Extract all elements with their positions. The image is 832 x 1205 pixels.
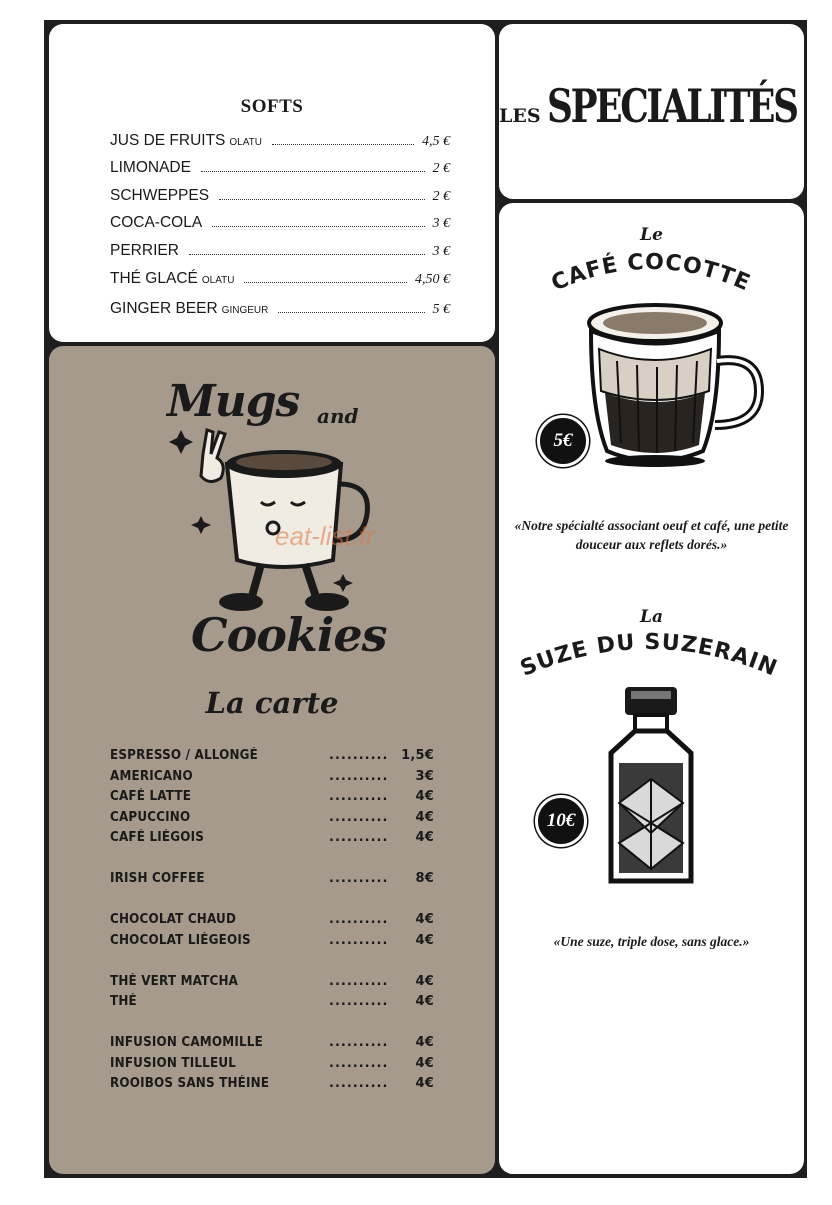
carte-item-price: 1,5€ bbox=[401, 748, 434, 763]
specialites-panel bbox=[499, 203, 804, 1174]
carte-item-price: 8€ bbox=[415, 871, 434, 886]
carte-item bbox=[110, 994, 434, 1012]
leader-dots: .......... bbox=[329, 830, 389, 845]
carte-item-price: 4€ bbox=[415, 1076, 434, 1091]
svg-text:CAFÉ COCOTTE bbox=[548, 250, 754, 297]
carte-item bbox=[110, 789, 434, 807]
soft-item-name: SCHWEPPES bbox=[110, 187, 210, 204]
softs-panel bbox=[49, 24, 495, 342]
carte-item bbox=[110, 974, 434, 992]
soft-item-price: 3 € bbox=[432, 244, 450, 259]
cafe-cocotte-mug-icon bbox=[587, 301, 767, 473]
specialite-price-badge: 5€ bbox=[537, 415, 589, 467]
carte-item-name: CAPUCCINO bbox=[110, 810, 191, 825]
soft-item-detail: OLATU bbox=[201, 275, 235, 286]
carte-item-price: 4€ bbox=[415, 810, 434, 825]
carte-item-price: 4€ bbox=[415, 974, 434, 989]
svg-text:SUZE DU SUZERAIN bbox=[517, 630, 781, 682]
leader-dots: .......... bbox=[329, 1035, 389, 1050]
mug-mascot-icon bbox=[167, 424, 397, 612]
specialite-article: Le bbox=[640, 225, 663, 245]
specialite-name-arc bbox=[499, 203, 804, 313]
softs-title: SOFTS bbox=[240, 96, 304, 117]
suze-carafe-icon bbox=[601, 683, 701, 889]
leader-dots: .......... bbox=[329, 789, 389, 804]
soft-item bbox=[110, 270, 450, 290]
soft-item-name: LIMONADE bbox=[110, 159, 191, 176]
carte-item-price: 4€ bbox=[415, 1056, 434, 1071]
carte-item bbox=[110, 1076, 434, 1094]
leader-dots bbox=[212, 226, 424, 227]
carte-item-price: 4€ bbox=[415, 830, 434, 845]
carte-item-name: ROOIBOS SANS THÉINE bbox=[110, 1076, 270, 1091]
mugs-and-cookies-panel bbox=[49, 346, 495, 1174]
leader-dots bbox=[278, 312, 424, 313]
soft-item bbox=[110, 159, 450, 179]
carte-item-name: CHOCOLAT LIÉGEOIS bbox=[110, 933, 251, 948]
specialite-quote: «Une suze, triple dose, sans glace.» bbox=[553, 934, 750, 949]
soft-item-name: GINGER BEER bbox=[110, 300, 218, 317]
soft-item-price: 2 € bbox=[432, 189, 450, 204]
specialite-price-badge: 10€ bbox=[535, 795, 587, 847]
carte-item-price: 4€ bbox=[415, 933, 434, 948]
carte-item-name: INFUSION TILLEUL bbox=[110, 1056, 237, 1071]
soft-item-price: 4,5 € bbox=[422, 134, 450, 149]
specialites-title bbox=[499, 79, 804, 133]
specialites-les: LES bbox=[499, 105, 541, 127]
carte-item-price: 4€ bbox=[415, 912, 434, 927]
logo-mugs: Mugs bbox=[167, 376, 300, 427]
leader-dots: .......... bbox=[329, 933, 389, 948]
specialites-main-title: SPECIALITÉS bbox=[546, 79, 797, 133]
leader-dots bbox=[201, 171, 425, 172]
leader-dots bbox=[244, 282, 407, 283]
carte-item bbox=[110, 830, 434, 848]
soft-item-price: 4,50 € bbox=[415, 272, 450, 287]
soft-item bbox=[110, 214, 450, 234]
leader-dots: .......... bbox=[329, 1076, 389, 1091]
leader-dots: .......... bbox=[329, 974, 389, 989]
carte-item bbox=[110, 912, 434, 930]
soft-item-name: THÉ GLACÉ bbox=[110, 270, 198, 287]
soft-item-price: 2 € bbox=[432, 161, 450, 176]
leader-dots: .......... bbox=[329, 769, 389, 784]
carte-item bbox=[110, 1035, 434, 1053]
specialite-quote: «Notre spécialté associant oeuf et café, une petite douceur aux reflets dorés.» bbox=[514, 518, 789, 552]
soft-item bbox=[110, 242, 450, 262]
la-carte-title: La carte bbox=[205, 686, 339, 720]
soft-item-detail: OLATU bbox=[229, 137, 263, 148]
specialite-article: La bbox=[640, 607, 663, 627]
specialite-name: CAFÉ COCOTTE bbox=[547, 249, 755, 297]
carte-item bbox=[110, 748, 434, 766]
specialite-name-arc bbox=[499, 583, 804, 693]
soft-item bbox=[110, 300, 450, 320]
carte-item bbox=[110, 810, 434, 828]
carte-item-name: ESPRESSO / ALLONGÉ bbox=[110, 748, 259, 763]
carte-item-name: INFUSION CAMOMILLE bbox=[110, 1035, 263, 1050]
leader-dots: .......... bbox=[329, 748, 389, 763]
soft-item-detail: GINGEUR bbox=[221, 305, 269, 316]
soft-item-name: JUS DE FRUITS bbox=[110, 132, 226, 149]
carte-item-name: THÉ VERT MATCHA bbox=[110, 974, 239, 989]
watermark: eat-list.fr bbox=[275, 521, 375, 551]
leader-dots: .......... bbox=[329, 994, 389, 1009]
leader-dots: .......... bbox=[329, 1056, 389, 1071]
carte-item bbox=[110, 1056, 434, 1074]
specialite-name: SUZE DU SUZERAIN bbox=[516, 629, 782, 682]
carte-item-price: 4€ bbox=[415, 1035, 434, 1050]
carte-item-name: AMERICANO bbox=[110, 769, 193, 784]
carte-item-name: CAFÉ LATTE bbox=[110, 789, 192, 804]
logo-cookies: Cookies bbox=[191, 608, 387, 662]
carte-item-price: 3€ bbox=[415, 769, 434, 784]
carte-item bbox=[110, 769, 434, 787]
leader-dots: .......... bbox=[329, 871, 389, 886]
carte-item bbox=[110, 933, 434, 951]
leader-dots bbox=[272, 144, 414, 145]
soft-item bbox=[110, 132, 450, 152]
specialites-header-panel bbox=[499, 24, 804, 199]
carte-item-name: THÉ bbox=[110, 994, 137, 1009]
carte-item-price: 4€ bbox=[415, 789, 434, 804]
leader-dots: .......... bbox=[329, 810, 389, 825]
carte-item-name: CHOCOLAT CHAUD bbox=[110, 912, 237, 927]
carte-item-name: CAFÉ LIÉGOIS bbox=[110, 830, 205, 845]
leader-dots: .......... bbox=[329, 912, 389, 927]
soft-item-name: PERRIER bbox=[110, 242, 179, 259]
carte-item-name: IRISH COFFEE bbox=[110, 871, 205, 886]
soft-item bbox=[110, 187, 450, 207]
carte-item-price: 4€ bbox=[415, 994, 434, 1009]
soft-item-price: 5 € bbox=[432, 302, 450, 317]
carte-item bbox=[110, 871, 434, 889]
logo-and: and bbox=[317, 404, 359, 428]
leader-dots bbox=[189, 254, 425, 255]
leader-dots bbox=[219, 199, 424, 200]
soft-item-name: COCA-COLA bbox=[110, 214, 203, 231]
soft-item-price: 3 € bbox=[432, 216, 450, 231]
